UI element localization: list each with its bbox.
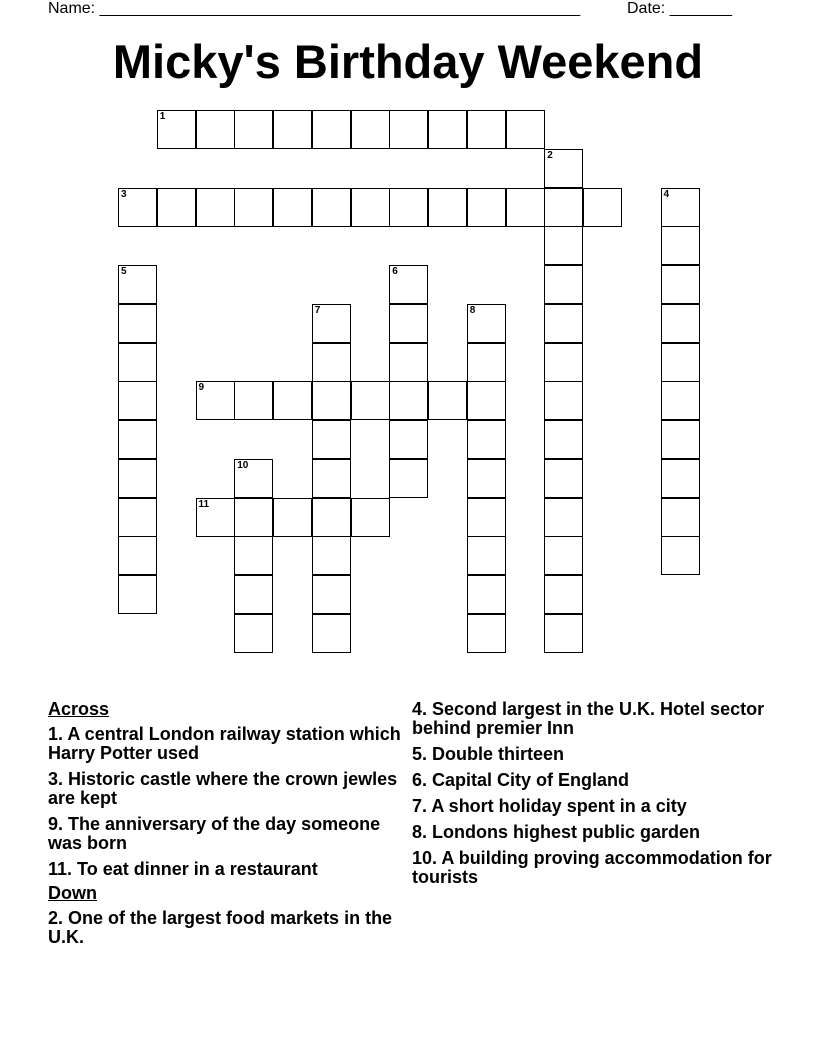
across-heading: Across xyxy=(48,699,110,719)
clue-item xyxy=(412,797,772,816)
grid-cell[interactable] xyxy=(544,149,583,188)
clue-number: 6. xyxy=(412,770,428,790)
clue-text: Second largest in the U.K. Hotel sector behind premier Inn xyxy=(412,699,765,738)
grid-cell[interactable] xyxy=(467,575,506,614)
grid-cell[interactable] xyxy=(661,226,700,265)
grid-cell[interactable] xyxy=(661,381,700,420)
grid-cell[interactable] xyxy=(389,265,428,304)
clue-text: Double thirteen xyxy=(427,744,565,764)
grid-cell[interactable] xyxy=(661,188,700,227)
clue-text: Historic castle where the crown jewles are kept xyxy=(48,769,398,808)
grid-cell[interactable] xyxy=(118,575,157,614)
grid-cell[interactable] xyxy=(544,343,583,382)
grid-cell[interactable] xyxy=(234,614,273,653)
grid-cell[interactable] xyxy=(312,614,351,653)
grid-cell[interactable] xyxy=(467,498,506,537)
clue-number: 2. xyxy=(48,908,64,928)
grid-cell[interactable] xyxy=(118,304,157,343)
grid-cell[interactable] xyxy=(544,536,583,575)
grid-cell[interactable] xyxy=(234,575,273,614)
clue-text: To eat dinner in a restaurant xyxy=(72,859,318,879)
clue-text: A building proving accommodation for tourists xyxy=(412,848,772,887)
clue-text: One of the largest food markets in the U.K. xyxy=(48,908,393,947)
clue-number: 4. xyxy=(412,699,428,719)
clue-item xyxy=(412,771,772,790)
grid-cell[interactable] xyxy=(312,498,351,537)
grid-cell[interactable] xyxy=(273,381,312,420)
grid-cell[interactable] xyxy=(661,420,700,459)
grid-cell[interactable] xyxy=(544,381,583,420)
grid-cell[interactable] xyxy=(234,188,273,227)
clue-number: 1. xyxy=(48,724,64,744)
clue-number: 9. xyxy=(48,814,64,834)
grid-cell[interactable] xyxy=(661,304,700,343)
grid-cell[interactable] xyxy=(312,575,351,614)
name-field[interactable] xyxy=(48,0,580,18)
name-blank[interactable]: ______________________________________________________ xyxy=(99,0,581,17)
grid-cell[interactable] xyxy=(351,188,390,227)
grid-cell[interactable] xyxy=(157,110,196,149)
grid-cell[interactable] xyxy=(467,381,506,420)
cell-number: 9 xyxy=(198,382,205,394)
grid-cell[interactable] xyxy=(389,343,428,382)
grid-cell[interactable] xyxy=(544,304,583,343)
grid-cell[interactable] xyxy=(389,110,428,149)
clues-right-column xyxy=(412,700,772,894)
grid-cell[interactable] xyxy=(351,498,390,537)
down-heading: Down xyxy=(48,883,97,903)
grid-cell[interactable] xyxy=(544,420,583,459)
grid-cell[interactable] xyxy=(273,498,312,537)
grid-cell[interactable] xyxy=(118,265,157,304)
grid-cell[interactable] xyxy=(312,188,351,227)
grid-cell[interactable] xyxy=(544,614,583,653)
clue-number: 7. xyxy=(412,796,428,816)
grid-cell[interactable] xyxy=(351,110,390,149)
clue-item xyxy=(412,849,772,887)
clue-item xyxy=(48,770,403,808)
cell-number: 6 xyxy=(392,266,398,277)
clue-text: Capital City of England xyxy=(427,770,630,790)
clue-item xyxy=(412,823,772,842)
cell-number: 4 xyxy=(663,188,670,200)
grid-cell[interactable] xyxy=(389,188,428,227)
grid-cell[interactable] xyxy=(428,381,467,420)
clue-text: A short holiday spent in a city xyxy=(427,796,687,816)
grid-cell[interactable] xyxy=(312,420,351,459)
name-label: Name: xyxy=(48,0,96,17)
grid-cell[interactable] xyxy=(234,536,273,575)
cell-number: 5 xyxy=(121,266,127,277)
grid-cell[interactable] xyxy=(234,110,273,149)
clue-item xyxy=(412,700,772,738)
page-title: Micky's Birthday Weekend xyxy=(112,35,704,88)
cell-number: 3 xyxy=(121,188,127,200)
cell-number: 1 xyxy=(159,111,166,122)
clue-number: 5. xyxy=(412,744,428,764)
grid-cell[interactable] xyxy=(273,110,312,149)
clue-number: 11. xyxy=(48,859,73,879)
clue-item xyxy=(48,815,403,853)
grid-cell[interactable] xyxy=(312,381,351,420)
clue-number: 8. xyxy=(412,822,428,842)
grid-cell[interactable] xyxy=(467,536,506,575)
clue-number: 3. xyxy=(48,769,64,789)
cell-number: 8 xyxy=(469,304,476,316)
grid-cell[interactable] xyxy=(661,265,700,304)
clue-item xyxy=(48,860,403,879)
date-blank[interactable]: _______ xyxy=(669,0,732,17)
grid-cell[interactable] xyxy=(661,459,700,498)
grid-cell[interactable] xyxy=(544,265,583,304)
grid-cell[interactable] xyxy=(389,420,428,459)
grid-cell[interactable] xyxy=(661,536,700,575)
grid-cell[interactable] xyxy=(661,343,700,382)
grid-cell[interactable] xyxy=(118,536,157,575)
grid-cell[interactable] xyxy=(544,188,583,227)
grid-cell[interactable] xyxy=(389,304,428,343)
grid-cell[interactable] xyxy=(467,343,506,382)
grid-cell[interactable] xyxy=(312,110,351,149)
date-field[interactable] xyxy=(627,0,732,18)
grid-cell[interactable] xyxy=(118,381,157,420)
cell-number: 2 xyxy=(547,149,553,161)
grid-cell[interactable] xyxy=(661,498,700,537)
cell-number: 11 xyxy=(198,498,210,510)
grid-cell[interactable] xyxy=(157,188,196,227)
grid-cell[interactable] xyxy=(506,110,545,149)
grid-cell[interactable] xyxy=(312,304,351,343)
grid-cell[interactable] xyxy=(467,459,506,498)
clue-item xyxy=(48,725,403,763)
grid-cell[interactable] xyxy=(389,459,428,498)
grid-cell[interactable] xyxy=(583,188,622,227)
grid-cell[interactable] xyxy=(234,498,273,537)
grid-cell[interactable] xyxy=(544,459,583,498)
grid-cell[interactable] xyxy=(312,459,351,498)
grid-cell[interactable] xyxy=(467,110,506,149)
grid-cell[interactable] xyxy=(467,614,506,653)
date-label: Date: xyxy=(627,0,666,17)
grid-cell[interactable] xyxy=(234,381,273,420)
grid-cell[interactable] xyxy=(544,498,583,537)
grid-cell[interactable] xyxy=(234,459,273,498)
clue-item xyxy=(48,909,403,947)
grid-cell[interactable] xyxy=(467,304,506,343)
grid-cell[interactable] xyxy=(351,381,390,420)
clue-item xyxy=(412,745,772,764)
grid-cell[interactable] xyxy=(118,498,157,537)
grid-cell[interactable] xyxy=(196,188,235,227)
clues-left-column xyxy=(48,700,403,954)
grid-cell[interactable] xyxy=(312,343,351,382)
grid-cell[interactable] xyxy=(467,188,506,227)
grid-cell[interactable] xyxy=(544,226,583,265)
grid-cell[interactable] xyxy=(273,188,312,227)
grid-cell[interactable] xyxy=(544,575,583,614)
grid-cell[interactable] xyxy=(196,381,235,420)
grid-cell[interactable] xyxy=(467,420,506,459)
grid-cell[interactable] xyxy=(312,536,351,575)
grid-cell[interactable] xyxy=(428,188,467,227)
cell-number: 10 xyxy=(237,459,249,471)
grid-cell[interactable] xyxy=(428,110,467,149)
clue-text: Londons highest public garden xyxy=(427,822,701,842)
grid-cell[interactable] xyxy=(118,459,157,498)
grid-cell[interactable] xyxy=(506,188,545,227)
clue-number: 10. xyxy=(412,848,438,868)
cell-number: 7 xyxy=(314,304,321,316)
clue-text: The anniversary of the day someone was born xyxy=(48,814,381,853)
grid-cell[interactable] xyxy=(118,420,157,459)
clue-text: A central London railway station which Harry Potter used xyxy=(48,724,401,763)
grid-cell[interactable] xyxy=(196,498,235,537)
grid-cell[interactable] xyxy=(118,188,157,227)
grid-cell[interactable] xyxy=(118,343,157,382)
grid-cell[interactable] xyxy=(196,110,235,149)
grid-cell[interactable] xyxy=(389,381,428,420)
